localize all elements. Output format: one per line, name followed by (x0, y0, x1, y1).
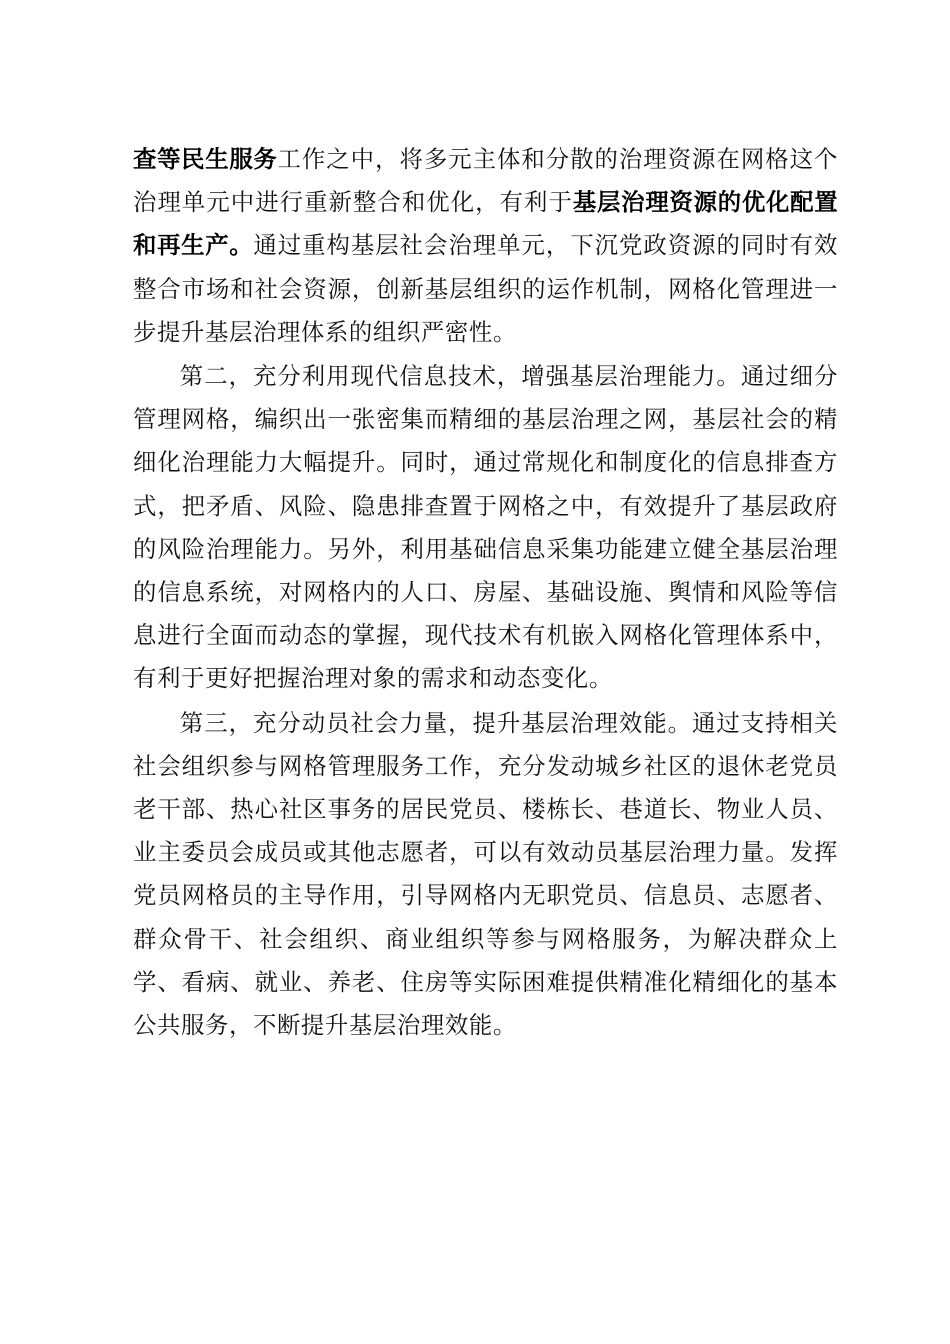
bold-phrase-public-services: 查等民生服务 (133, 145, 278, 173)
paragraph-1-text-b: 通过重构基层社会治理单元，下沉党政资源的同时有效整合市场和社会资源，创新基层组织的运作机制，网格化管理进一步提升基层治理体系的组织严密性。 (133, 231, 838, 346)
paragraph-2: 第二，充分利用现代信息技术，增强基层治理能力。通过细分管理网格，编织出一张密集而精细的基层治理之网，基层社会的精细化治理能力大幅提升。同时，通过常规化和制度化的信息排查方式，把矛盾、风险、隐患排查置于网格之中，有效提升了基层政府的风险治理能力。另外，利用基础信息采集功能建立健全基层治理的信息系统，对网格内的人口、房屋、基础设施、舆情和风险等信息进行全面而动态的掌握，现代技术有机嵌入网格化管理体系中，有利于更好把握治理对象的需求和动态变化。 (133, 362, 838, 693)
document-body (133, 138, 838, 1047)
paragraph-1 (133, 138, 838, 354)
bold-phrase-resource-optimization: 基层治理资源的优化配置和再生产。 (133, 188, 838, 260)
paragraph-1-text-a: 工作之中，将多元主体和分散的治理资源在网格这个治理单元中进行重新整合和优化，有利于 (133, 145, 838, 217)
paragraph-3: 第三，充分动员社会力量，提升基层治理效能。通过支持相关社会组织参与网格管理服务工作，充分发动城乡社区的退休老党员老干部、热心社区事务的居民党员、楼栋长、巷道长、物业人员、业主委员会成员或其他志愿者，可以有效动员基层治理力量。发挥党员网格员的主导作用，引导网格内无职党员、信息员、志愿者、群众骨干、社会组织、商业组织等参与网格服务，为解决群众上学、看病、就业、养老、住房等实际困难提供精准化精细化的基本公共服务，不断提升基层治理效能。 (133, 708, 838, 1040)
